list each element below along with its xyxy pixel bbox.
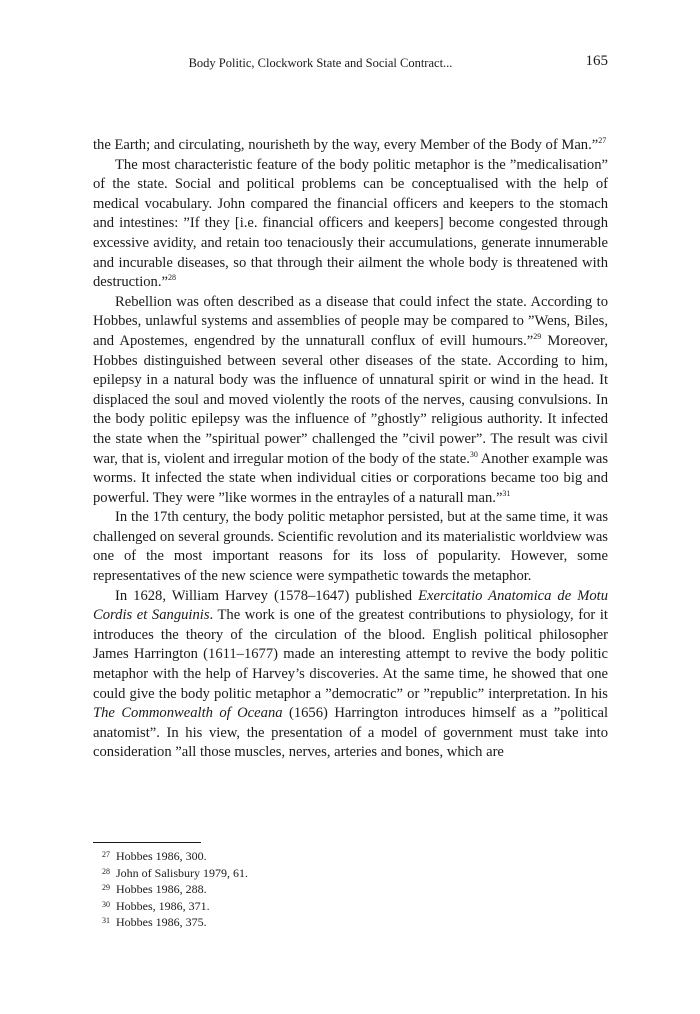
paragraph-1 <box>93 136 608 156</box>
paragraph-2 <box>93 156 608 293</box>
book-title: Exercitatio Anatomica de Motu Cordis et Sanguinis <box>93 587 608 624</box>
main-text <box>93 136 608 763</box>
running-head: Body Politic, Clockwork State and Social Contract... <box>188 56 453 70</box>
footnote-ref-29[interactable]: 29 <box>533 331 542 341</box>
footnote-ref-31[interactable]: 31 <box>502 488 511 498</box>
page-number: 165 <box>585 53 608 69</box>
paragraph-text: Rebellion was often described as a disease that could infect the state. According to Hobbes, unlawful systems and assemblies of people may be compared to ”Wens, Biles, and Apostemes, engendred by the unnaturall conflux of evill humours.” <box>93 293 608 349</box>
footnote-30 <box>102 899 248 916</box>
footnote-ref-28[interactable]: 28 <box>167 273 176 283</box>
paragraph-text: In 1628, William Harvey (1578–1647) published <box>115 587 419 604</box>
footnote-text: Hobbes, 1986, 371. <box>116 898 210 913</box>
footnote-text: John of Salisbury 1979, 61. <box>116 865 248 880</box>
footnote-divider <box>93 842 201 843</box>
footnote-ref-27[interactable]: 27 <box>598 136 607 145</box>
paragraph-text: the Earth; and circulating, nourisheth by the way, every Member of the Body of Man.” <box>93 137 599 153</box>
footnote-text: Hobbes 1986, 300. <box>116 849 207 863</box>
footnote-number: 28 <box>102 866 110 876</box>
paragraph-text: Moreover, Hobbes distinguished between several other diseases of the state. According to him, epilepsy in a natural body was the influence of unnatural spirit or wind in the head. It displaced the soul and moved violently the roots of the nerves, causing convulsions. In the body politic epilepsy was the influence of ”ghostly” religious authority. It infected the state when the ”spiritual power” challenged the ”civil power”. The result was civil war, that is, violent and irregular motion of the body of the state. <box>93 332 608 467</box>
paragraph-text: (1656) Harrington introduces himself as a ”political anatomist”. In his view, the presentation of a model of government must take into consideration ”all those muscles, nerves, arteries and bones, which are <box>93 705 608 761</box>
paragraph-4: In the 17th century, the body politic metaphor persisted, but at the same time, it was challenged on several grounds. Scientific revolution and its materialistic worldview was one of the most important reasons for its loss of popularity. However, some representatives of the new science were sympathetic towards the metaphor. <box>93 509 608 585</box>
paragraph-5 <box>93 587 608 763</box>
paragraph-text: The most characteristic feature of the body politic metaphor is the ”medicalisation” of the state. Social and political problems can be conceptualised with the help of medical vocabulary. John compared the financial officers and keepers to the stomach and intestines: ”If they [i.e. financial officers and keepers] become congested through excessive avidity, and retain too tenaciously their accumulations, generate innumerable and incurable diseases, so that through their ailment the whole body is threatened with destruction.” <box>93 156 608 291</box>
footnote-number: 30 <box>102 899 110 909</box>
footnote-number: 31 <box>102 916 110 925</box>
footnote-31 <box>102 915 248 932</box>
footnote-text: Hobbes 1986, 288. <box>116 882 207 896</box>
book-title: The Commonwealth of Oceana <box>93 705 283 722</box>
footnotes <box>102 849 248 932</box>
footnote-ref-30[interactable]: 30 <box>469 449 478 459</box>
footnote-number: 27 <box>102 850 110 859</box>
footnote-28 <box>102 866 248 883</box>
page-header <box>93 53 608 73</box>
footnote-29 <box>102 882 248 899</box>
footnote-text: Hobbes 1986, 375. <box>116 915 207 929</box>
paragraph-3 <box>93 293 608 509</box>
footnote-number: 29 <box>102 883 110 892</box>
paragraph-text: . The work is one of the greatest contributions to physiology, for it introduces the theory of the circulation of the blood. English political philosopher James Harrington (1611–1677) made an interesting attempt to revive the body politic metaphor with the help of Harvey’s discoveries. At the same time, he showed that one could give the body politic metaphor a ”democratic” or ”republic” interpretation. In his <box>93 607 608 702</box>
footnote-27 <box>102 849 248 866</box>
paragraph-text: Another example was worms. It infected the state when individual cities or corporations became too big and powerful. They were ”like wormes in the entrayles of a naturall man.” <box>93 450 608 506</box>
